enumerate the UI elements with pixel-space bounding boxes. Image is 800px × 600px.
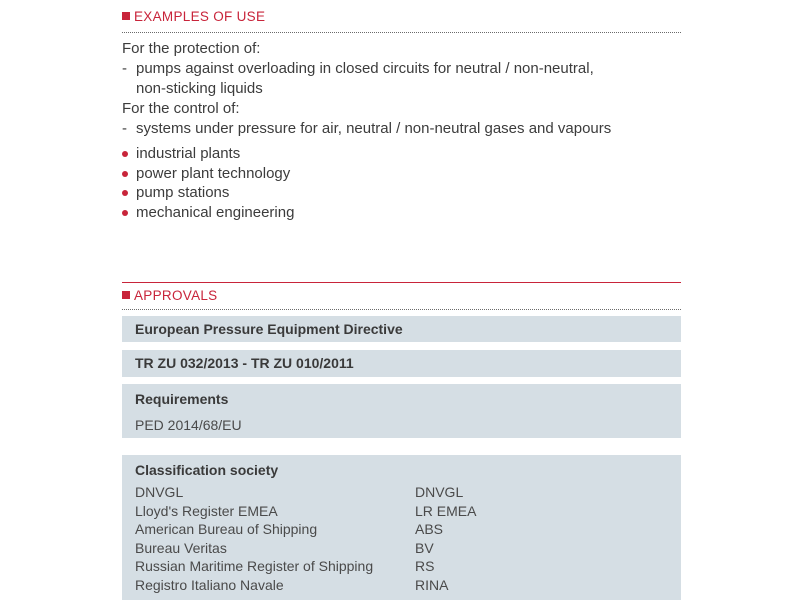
requirements-title: Requirements bbox=[135, 391, 229, 407]
approvals-heading bbox=[122, 288, 681, 303]
red-square-icon bbox=[122, 291, 130, 299]
examples-heading-text: EXAMPLES OF USE bbox=[134, 9, 266, 24]
approvals-heading-text: APPROVALS bbox=[134, 288, 218, 303]
society-name: Registro Italiano Navale bbox=[135, 576, 284, 593]
society-code: RINA bbox=[415, 576, 449, 593]
protection-item-text: non-sticking liquids bbox=[136, 80, 263, 97]
tr-zu-title: TR ZU 032/2013 - TR ZU 010/2011 bbox=[135, 355, 354, 371]
classification-title: Classification society bbox=[135, 462, 279, 478]
bullet-dot-icon bbox=[122, 171, 128, 177]
approvals-top-rule bbox=[122, 282, 681, 283]
examples-heading bbox=[122, 9, 681, 24]
classification-box bbox=[122, 455, 681, 600]
society-name: DNVGL bbox=[135, 484, 184, 500]
application-bullets bbox=[122, 144, 682, 222]
society-code: DNVGL bbox=[415, 484, 464, 500]
bullet-dot-icon bbox=[122, 190, 128, 196]
bullet-text: pump stations bbox=[136, 184, 230, 201]
society-name: Lloyd's Register EMEA bbox=[135, 502, 278, 519]
protection-item-text: pumps against overloading in closed circuits for neutral / non-neutral, bbox=[136, 60, 594, 77]
society-name: Russian Maritime Register of Shipping bbox=[135, 558, 374, 574]
bullet-item bbox=[122, 183, 682, 203]
bullet-item bbox=[122, 203, 682, 223]
bullet-text: industrial plants bbox=[136, 145, 241, 162]
bullet-text: power plant technology bbox=[136, 164, 291, 182]
control-label: For the control of: bbox=[122, 100, 240, 117]
tr-zu-box bbox=[122, 350, 681, 377]
bullet-dot-icon bbox=[122, 210, 128, 216]
examples-body bbox=[122, 39, 682, 222]
protection-item bbox=[122, 59, 682, 79]
dash-marker: - bbox=[122, 120, 127, 137]
bullet-item bbox=[122, 164, 682, 184]
society-code: RS bbox=[415, 558, 435, 574]
control-item bbox=[122, 119, 682, 139]
protection-item-continued bbox=[122, 79, 682, 99]
society-name: Bureau Veritas bbox=[135, 539, 227, 556]
society-code: LR EMEA bbox=[415, 502, 477, 519]
directive-box bbox=[122, 316, 681, 342]
directive-title: European Pressure Equipment Directive bbox=[135, 321, 403, 337]
bullet-item bbox=[122, 144, 682, 164]
requirements-box bbox=[122, 384, 681, 438]
bullet-dot-icon bbox=[122, 151, 128, 157]
society-code: BV bbox=[415, 539, 434, 556]
society-code: ABS bbox=[415, 521, 444, 537]
red-square-icon bbox=[122, 12, 130, 20]
bullet-text: mechanical engineering bbox=[136, 203, 295, 221]
society-name: American Bureau of Shipping bbox=[135, 521, 318, 537]
protection-label: For the protection of: bbox=[122, 40, 261, 57]
control-item-text: systems under pressure for air, neutral / non-neutral gases and vapours bbox=[136, 120, 612, 137]
examples-divider bbox=[122, 32, 681, 33]
requirements-value: PED 2014/68/EU bbox=[135, 417, 242, 433]
approvals-divider bbox=[122, 309, 681, 310]
dash-marker: - bbox=[122, 60, 127, 77]
classification-table bbox=[135, 483, 668, 594]
